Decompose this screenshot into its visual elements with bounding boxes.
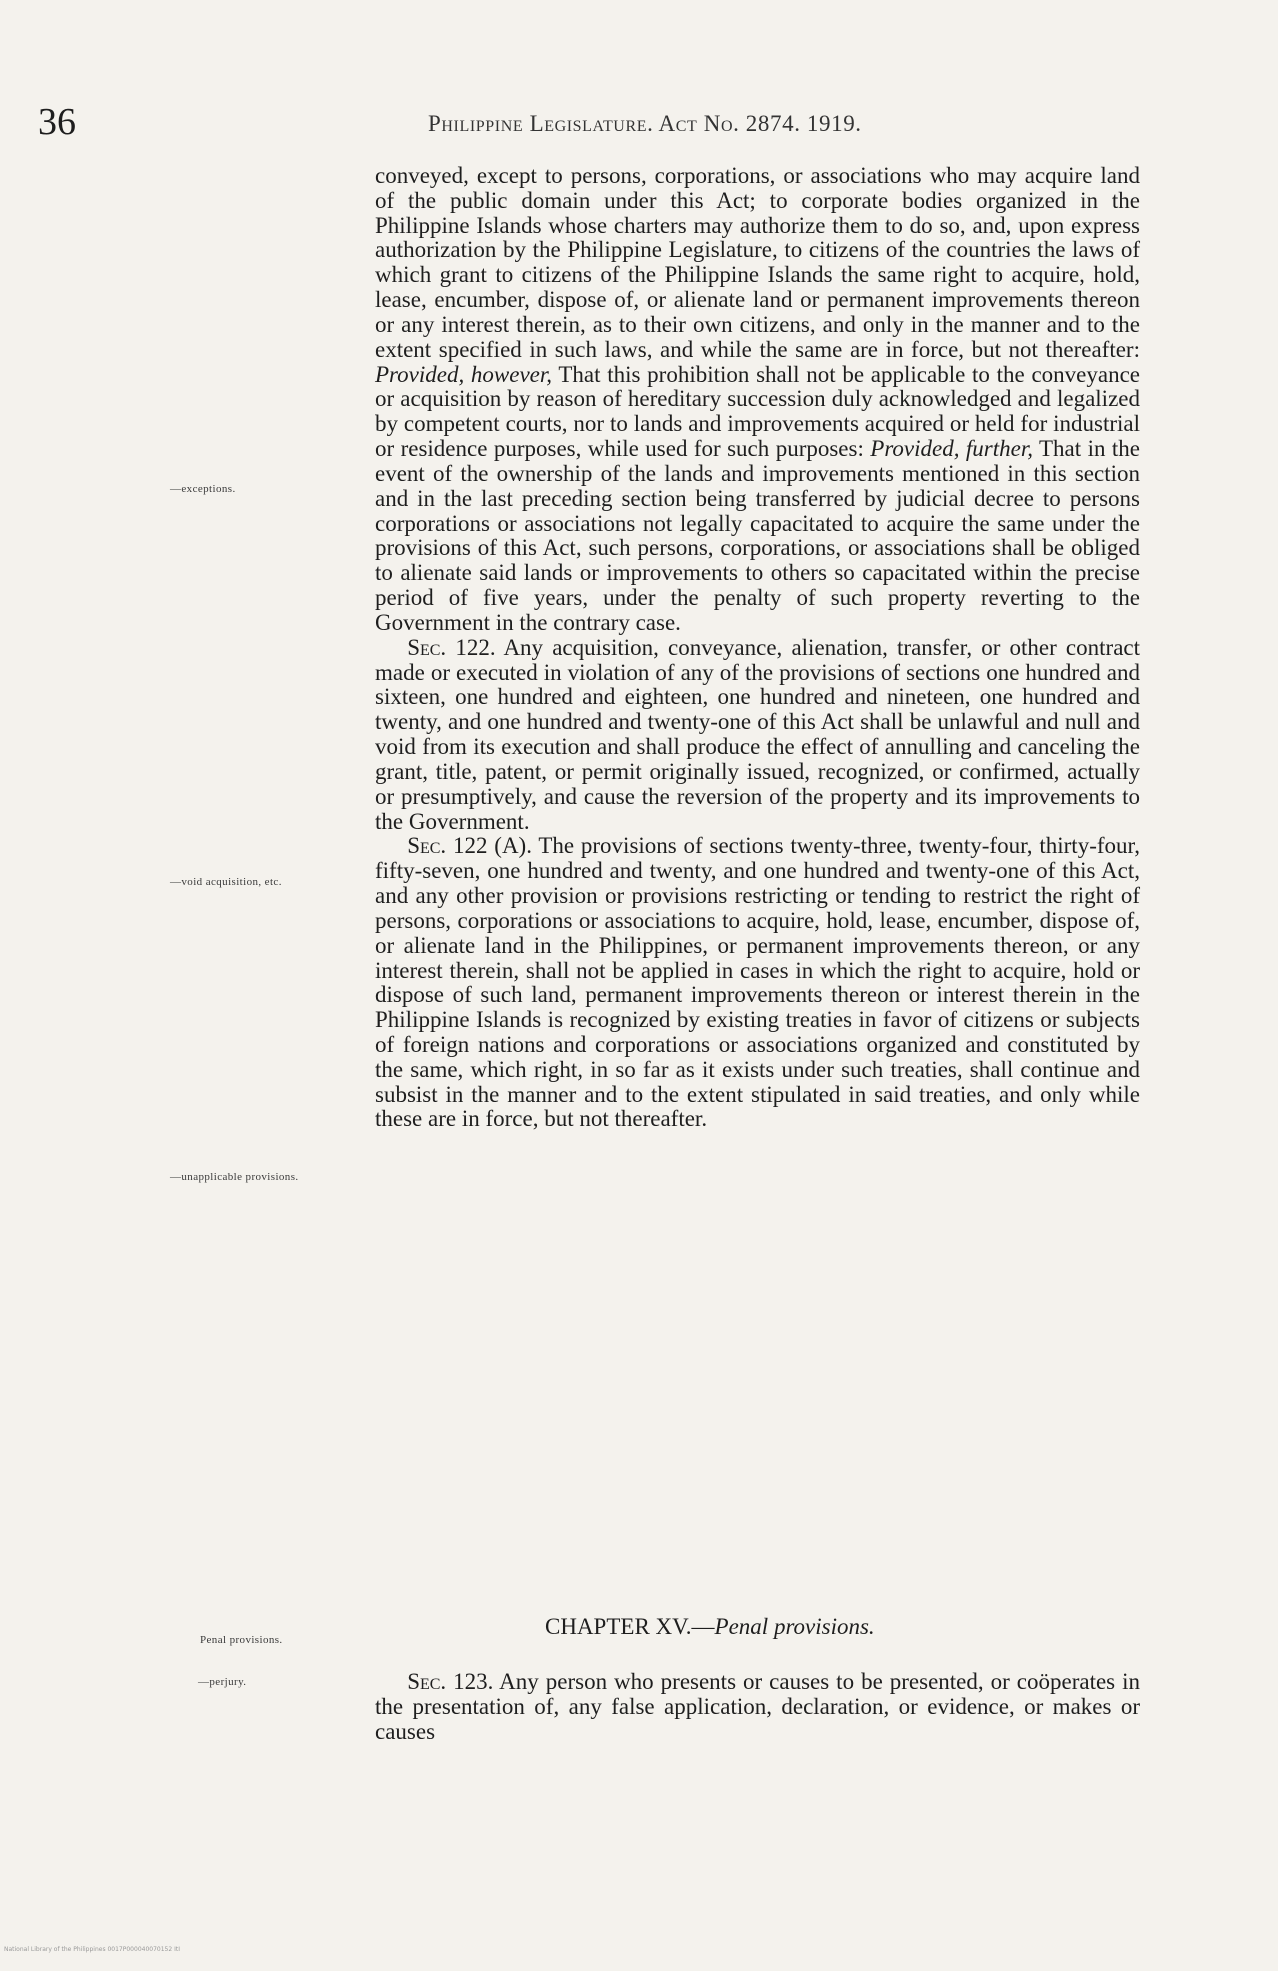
paragraph-continuation — [375, 164, 1140, 636]
margin-note-perjury: —perjury. — [198, 1676, 247, 1688]
margin-note-void-acquisition: —void acquisition, etc. — [170, 876, 282, 888]
paragraph-section-123 — [375, 1670, 1140, 1744]
running-head: Philippine Legislature. Act No. 2874. 1919. — [428, 111, 862, 136]
body-text-run: 122 (A). The provisions of sections twenty-three, twenty-four, thirty-four, fifty-seven, one hundred and twenty, and one hundred and twenty-one of this Act, and any other provision or provisions restricting or tending to restrict the right of persons, corporations or associations to acquire, hold, lease, encumber, dispose of, or alienate land in the Philippines, or permanent improvements thereon, or any interest therein, shall not be applied in cases in which the right to acquire, hold or dispose of such land, permanent improvements thereon or interest therein in the Philippine Islands is recognized by existing treaties in favor of citizens or subjects of foreign nations and corporations or associations organized and constituted by the same, which right, in so far as it exists under such treaties, shall continue and subsist in the manner and to the extent stipulated in said treaties, and only while these are in force, but not thereafter. — [375, 833, 1140, 1132]
italic-emphasis: Provided, further, — [870, 436, 1033, 462]
chapter-subtitle: Penal provisions. — [714, 1614, 875, 1639]
chapter-heading — [545, 1614, 875, 1640]
section-label: Sec. — [407, 1669, 447, 1694]
paragraph-section-122a — [375, 834, 1140, 1132]
page-number: 36 — [38, 101, 76, 143]
margin-note-unapplicable: —unapplicable provisions. — [170, 1171, 299, 1183]
body-text-run: That this prohibition shall not be applicable to the conveyance or acquisition by reason of hereditary succession duly acknowledged and legalized by competent courts, nor to lands and improvements acquired or held for industrial or residence purposes, while used for such purposes: — [375, 361, 1140, 462]
section-label: Sec. — [407, 634, 447, 660]
body-text-run: 122. Any acquisition, conveyance, alienation, transfer, or other contract made or executed in violation of any of the provisions of sections one hundred and sixteen, one hundred and eighteen, one hundred and nineteen, one hundred and twenty, and one hundred and twenty-one of this Act shall be unlawful and null and void from its execution and shall produce the effect of annulling and canceling the grant, title, patent, or permit originally issued, recognized, or confirmed, actually or presumptively, and cause the reversion of the property and its improvements to the Government. — [375, 634, 1140, 834]
chapter-label: CHAPTER XV.— — [545, 1614, 715, 1639]
paragraph-section-122 — [375, 636, 1140, 835]
margin-note-exceptions: —exceptions. — [170, 483, 236, 495]
body-text-run: That in the event of the ownership of the lands and improvements mentioned in this section and in the last preceding section being transferred by judicial decree to persons corporations or associations not legally capacitated to acquire the same under the provisions of this Act, such persons, corporations, or associations shall be obliged to alienate said lands or improvements to others so capacitated within the precise period of five years, under the penalty of such property reverting to the Government in the contrary case. — [375, 436, 1140, 635]
section-label: Sec. — [407, 833, 447, 859]
section-123-block — [375, 1670, 1140, 1744]
body-text-column — [375, 164, 1140, 1132]
margin-note-penal: Penal provisions. — [200, 1634, 283, 1646]
body-text-run: 123. Any person who presents or causes to be presented, or coöperates in the presentation of, any false application, declaration, or evidence, or makes or causes — [375, 1669, 1140, 1744]
body-text-run: conveyed, except to persons, corporations, or associations who may acquire land of the public domain under this Act; to corporate bodies organized in the Philippine Islands whose charters may authorize them to do so, and, upon express authorization by the Philippine Legislature, to citizens of the countries the laws of which grant to citizens of the Philippine Islands the same right to acquire, hold, lease, encumber, dispose of, or alienate land or permanent improvements thereon or any interest therein, as to their own citizens, and only in the manner and to the extent specified in such laws, and while the same are in force, but not thereafter: — [375, 163, 1140, 362]
italic-emphasis: Provided, however, — [375, 361, 553, 387]
library-stamp: National Library of the Philippines 0017P000040070152 ItI — [4, 1946, 180, 1953]
